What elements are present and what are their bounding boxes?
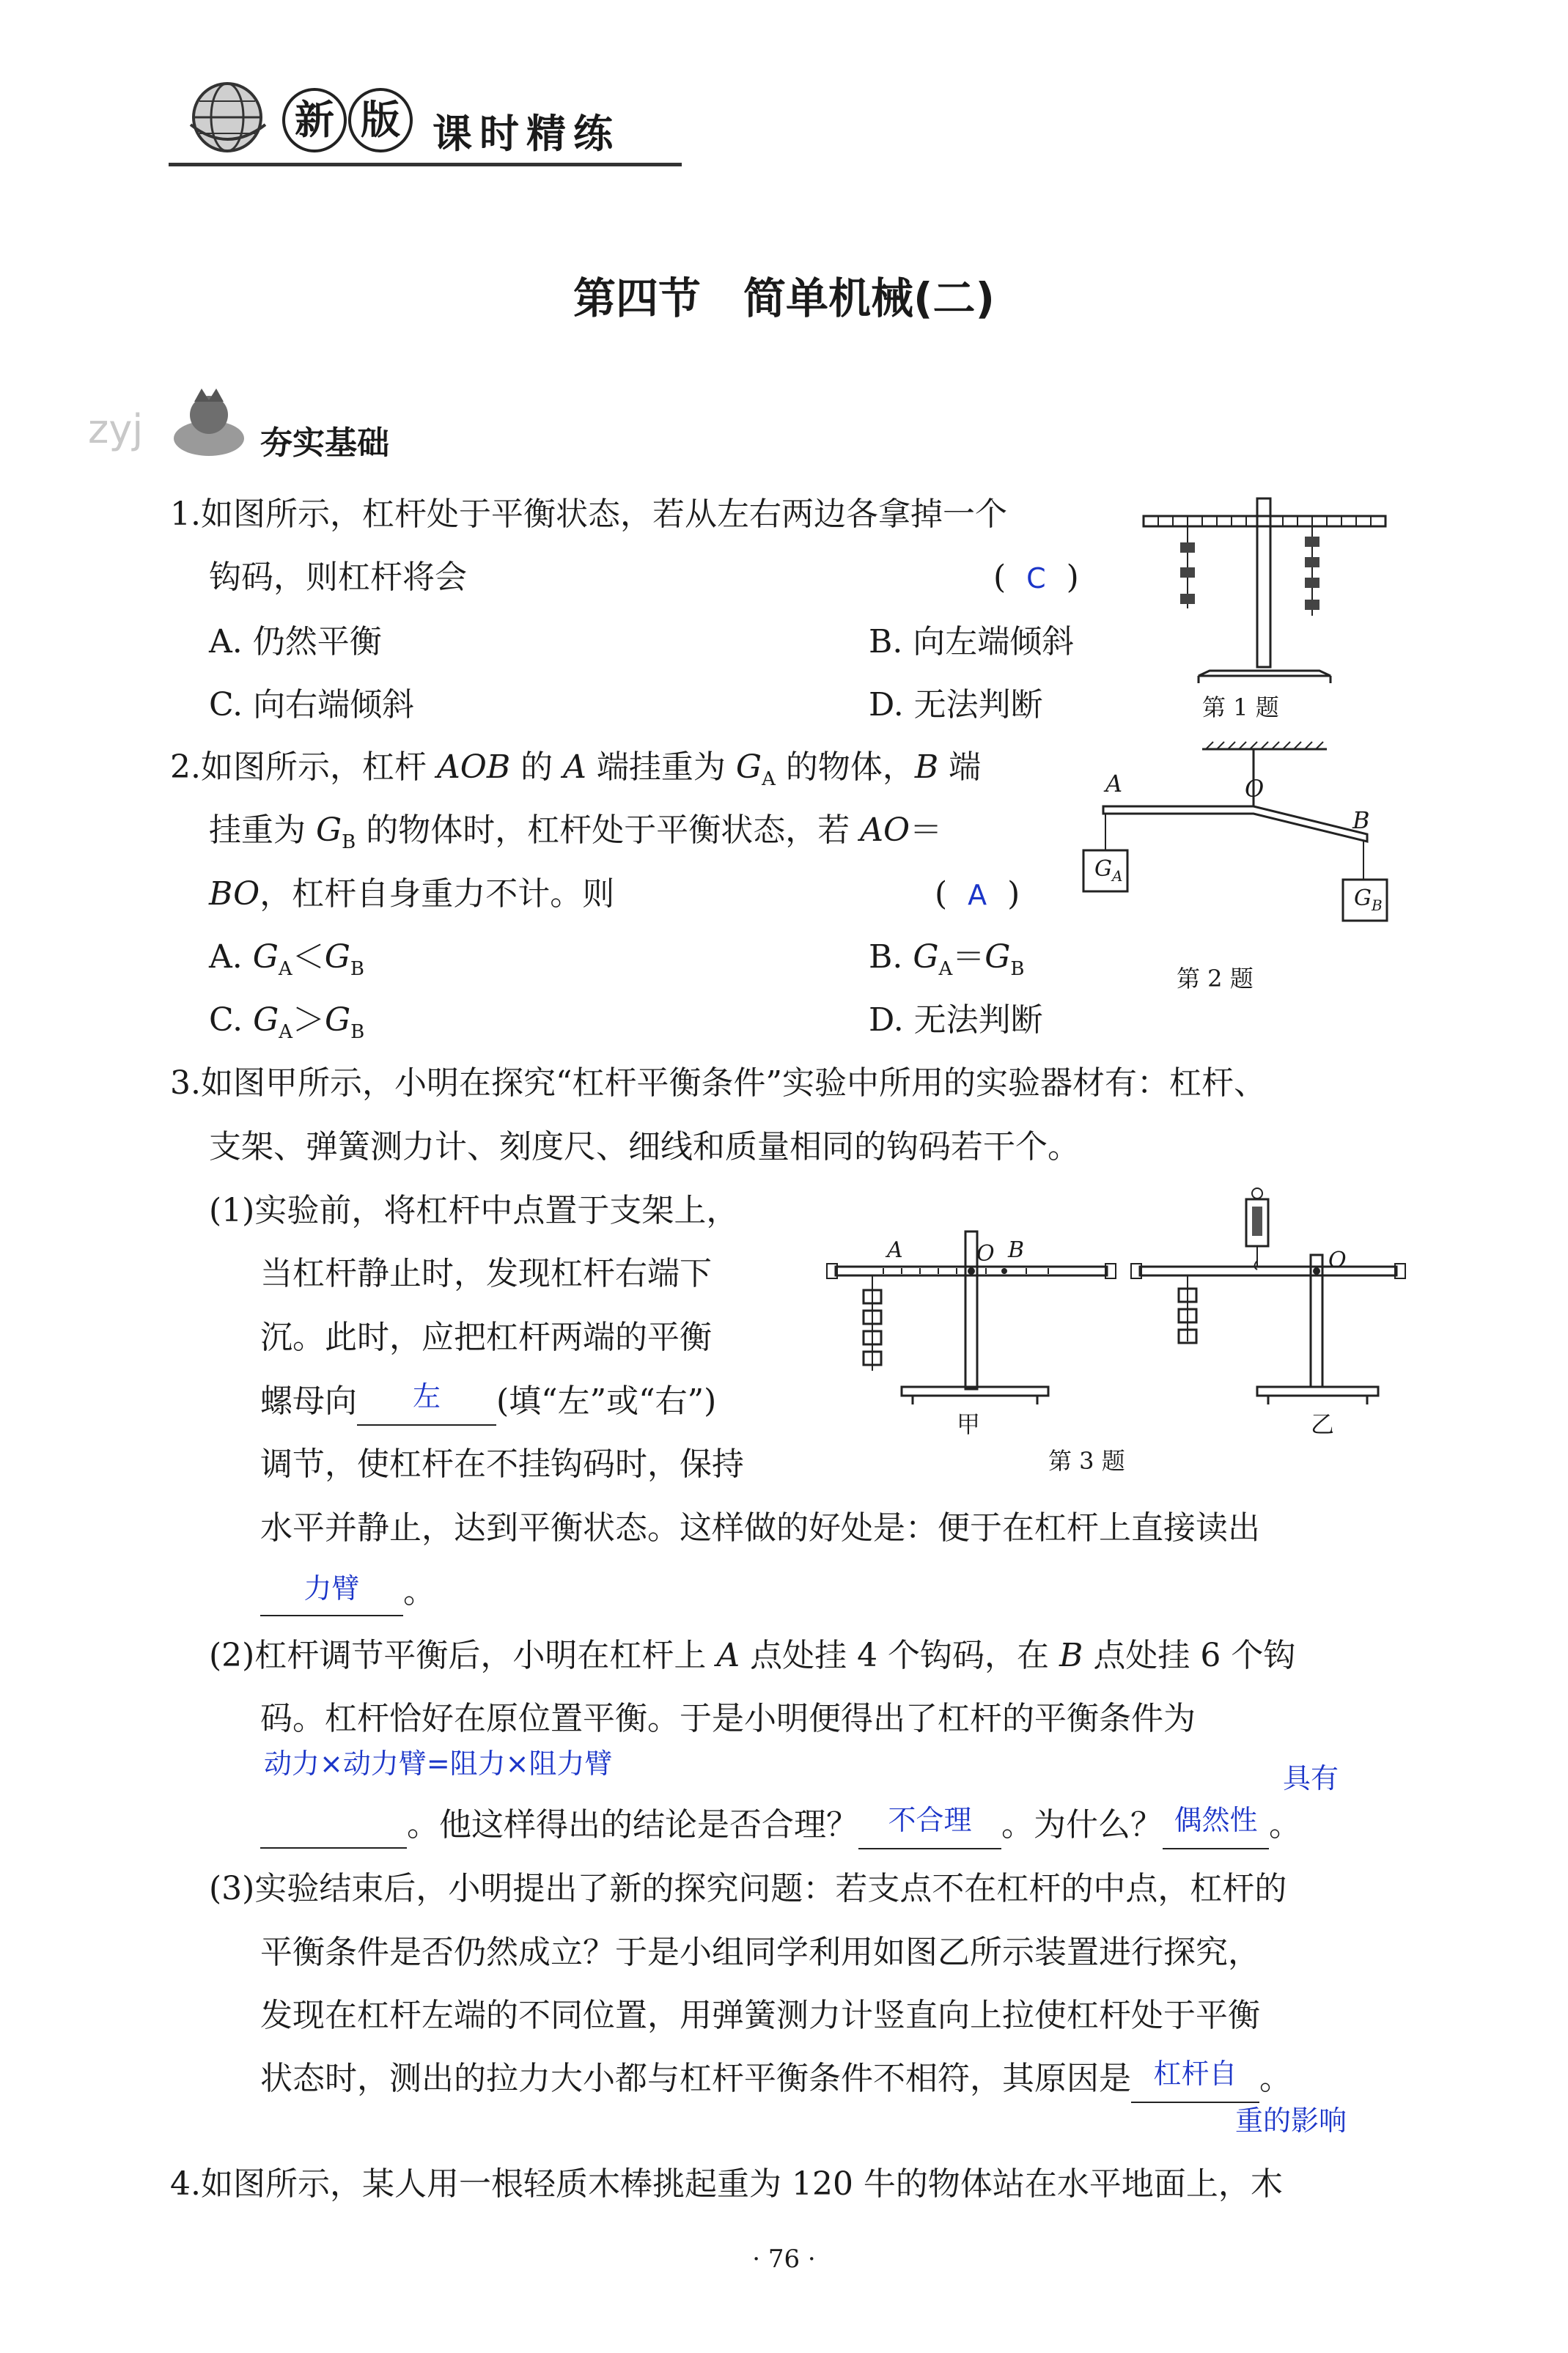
globe-logo-icon [183,73,271,161]
q2-stem-line-1: 2.如图所示，杠杆 AOB 的 A 端挂重为 $G_A$ 的物体，B 端 [170,748,982,790]
q3-figure [821,1187,1407,1407]
q1-answer-bracket: ( C ) [993,559,1079,596]
section-mascot-icon [169,387,249,460]
q1-figure-caption: 第 1 题 [1202,693,1279,721]
q1-option-b: B. 向左端倾斜 [869,623,1075,660]
q3-fig-label-o2: O [1328,1248,1347,1273]
q1-stem-line-2: 钩码，则杠杆将会 [209,559,467,596]
q2-fig-label-a: A [1105,770,1123,798]
q3-p2-line-2: 码。杠杆恰好在原位置平衡。于是小明便得出了杠杆的平衡条件为 [260,1700,1196,1737]
q3-p3-line-2: 平衡条件是否仍然成立？于是小组同学利用如图乙所示装置进行探究， [260,1934,1260,1971]
header-divider [169,163,682,166]
q3-blank-4[interactable]: 不合理 [858,1803,1001,1849]
q3-p1-line-2: 当杠杆静止时，发现杠杆右端下 [260,1255,712,1292]
q2-fig-label-ga: $G_A$ [1094,856,1123,885]
q1-figure [1136,491,1400,689]
edition-badge-version: 版 [348,88,413,152]
q2-figure-caption: 第 2 题 [1177,965,1254,993]
header [161,59,689,176]
q3-p1-line-6: 水平并静止，达到平衡状态。这样做的好处是：便于在杠杆上直接读出 [260,1509,1260,1547]
q2-fig-label-gb: $G_B$ [1354,885,1383,914]
q3-answer-6b: 重的影响 [1235,2105,1347,2137]
q3-answer-3: 动力×动力臂=阻力×阻力臂 [264,1748,613,1780]
q3-fig-label-jia: 甲 [957,1410,981,1438]
section-label: 夯实基础 [260,424,389,462]
q4-stem-line-1: 4.如图所示，某人用一根轻质木棒挑起重为 120 牛的物体站在水平地面上，木 [170,2165,1283,2203]
q1-option-a: A. 仍然平衡 [209,623,382,660]
q1-option-d: D. 无法判断 [869,686,1043,723]
q3-p3-line-3: 发现在杠杆左端的不同位置，用弹簧测力计竖直向上拉使杠杆处于平衡 [260,1997,1260,2034]
q3-p1-line-7: 力臂 。 [260,1570,435,1616]
q3-p2-line-3: 。他这样得出的结论是否合理？ 不合理 。为什么？ 偶然性 。 [260,1803,1301,1849]
q3-p3-line-4: 状态时，测出的拉力大小都与杠杆平衡条件不相符，其原因是 杠杆自 。 [260,2057,1292,2103]
q2-answer: A [968,879,987,911]
q3-answer-5a: 具有 [1283,1762,1339,1794]
q3-blank-3[interactable] [260,1803,407,1849]
watermark: zyj [88,406,144,452]
q2-answer-bracket: ( A ) [935,875,1020,913]
q2-option-d: D. 无法判断 [869,1001,1043,1039]
q3-blank-2[interactable]: 力臂 [260,1570,403,1616]
q1-answer: C [1026,562,1046,594]
q3-p1-line-1: (1)实验前，将杠杆中点置于支架上， [209,1192,739,1229]
q3-fig-label-b: B [1008,1237,1025,1263]
q3-fig-label-o: O [976,1241,995,1267]
q3-fig-label-yi: 乙 [1311,1410,1335,1438]
q2-stem-line-2: 挂重为 $G_B$ 的物体时，杠杆处于平衡状态，若 AO＝ [209,811,943,853]
q2-option-b: B. $G_A=G_B$ [869,938,1025,980]
q3-p2-line-1: (2)杠杆调节平衡后，小明在杠杆上 A 点处挂 4 个钩码，在 B 点处挂 6 个钩 [209,1637,1296,1674]
edition-badge-new: 新 [282,88,347,152]
q3-figure-caption: 第 3 题 [1048,1447,1125,1475]
q3-fig-label-a: A [887,1237,903,1263]
q1-option-c: C. 向右端倾斜 [209,686,415,723]
section-header [88,381,469,469]
page-title: 第四节 简单机械(二) [573,273,995,323]
q3-stem-line-1: 3.如图甲所示，小明在探究“杠杆平衡条件”实验中所用的实验器材有：杠杆、 [170,1064,1266,1102]
q3-p1-line-5: 调节，使杠杆在不挂钩码时，保持 [260,1446,744,1483]
q1-stem-line-1: 1.如图所示，杠杆处于平衡状态，若从左右两边各拿掉一个 [170,496,1007,533]
header-subtitle: 课时精练 [433,111,620,157]
page-number: · 76 · [752,2245,816,2274]
q3-p3-line-1: (3)实验结束后，小明提出了新的探究问题：若支点不在杠杆的中点，杠杆的 [209,1870,1287,1907]
q3-p1-line-3: 沉。此时，应把杠杆两端的平衡 [260,1319,712,1356]
q3-blank-6[interactable]: 杠杆自 [1131,2057,1259,2103]
q2-option-c: C. $G_A>G_B$ [209,1001,365,1043]
q2-option-a: A. $G_A<G_B$ [209,938,364,980]
q3-p1-line-4: 螺母向 左 (填“左”或“右”) [260,1380,716,1426]
q2-fig-label-o: O [1245,775,1265,803]
q2-fig-label-b: B [1352,806,1370,834]
q3-blank-5[interactable]: 偶然性 [1163,1803,1269,1849]
q3-blank-1[interactable]: 左 [357,1380,496,1426]
q2-stem-line-3: BO，杠杆自身重力不计。则 [209,875,615,913]
q3-stem-line-2: 支架、弹簧测力计、刻度尺、细线和质量相同的钩码若干个。 [209,1128,1080,1166]
